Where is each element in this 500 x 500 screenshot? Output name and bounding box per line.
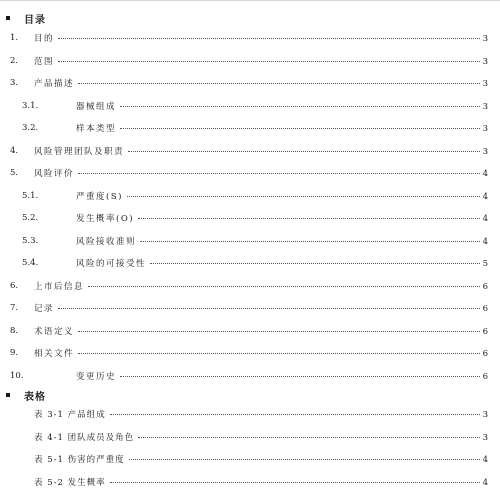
toc-entry[interactable] — [0, 189, 500, 203]
toc-entry-page: 4 — [482, 214, 488, 224]
toc-entry-line — [76, 99, 488, 114]
toc-entry-line — [34, 144, 488, 159]
dot-leader — [58, 299, 480, 309]
toc-entry-title: 范围 — [34, 56, 55, 67]
toc-entry-line — [34, 279, 488, 294]
toc-entry-title: 相关文件 — [34, 349, 75, 359]
toc-entry-number: 2. — [10, 55, 19, 66]
toc-entry-page: 3 — [482, 124, 488, 134]
toc-entry-line — [34, 54, 488, 69]
toc-entry-number: 10. — [10, 370, 24, 381]
toc-entry-title: 严重度(S) — [76, 191, 123, 202]
toc-entry[interactable] — [0, 301, 500, 315]
toc-entry-page: 6 — [482, 281, 488, 292]
bullet-icon — [6, 393, 10, 397]
table-entry-line — [34, 407, 488, 422]
toc-entry-title: 风险接收准则 — [76, 236, 137, 247]
toc-entry-number: 3.2. — [22, 123, 39, 133]
table-entry-page: 4 — [482, 455, 488, 465]
toc-entry-title: 产品描述 — [34, 79, 75, 89]
table-entry-page: 3 — [482, 410, 488, 420]
toc-entry-line — [76, 369, 488, 384]
toc-heading — [6, 11, 46, 25]
table-entry-page: 4 — [482, 477, 488, 488]
toc-entry-line — [34, 76, 488, 91]
toc-entry-line — [76, 211, 488, 226]
toc-entry-title: 样本类型 — [76, 124, 117, 134]
toc-entry[interactable] — [0, 346, 500, 360]
toc-entry-line — [76, 234, 488, 249]
toc-entry-number: 4. — [10, 145, 19, 156]
toc-entry[interactable] — [0, 144, 500, 158]
dot-leader — [78, 344, 480, 354]
dot-leader — [88, 277, 480, 287]
dot-leader — [150, 254, 480, 264]
toc-entry-page: 3 — [482, 146, 488, 157]
dot-leader — [110, 473, 480, 483]
toc-heading-text: 目录 — [24, 14, 46, 26]
toc-entry-page: 3 — [482, 79, 488, 89]
table-entry-line — [34, 475, 488, 490]
toc-entry-title: 风险管理团队及职责 — [34, 146, 125, 157]
toc-entry-number: 5.2. — [22, 213, 39, 223]
toc-entry[interactable] — [0, 369, 500, 383]
dot-leader — [140, 232, 480, 242]
toc-entry-number: 6. — [10, 280, 19, 291]
toc-entry-number: 5.1. — [22, 190, 39, 201]
dot-leader — [138, 428, 480, 438]
table-entry-title: 表 5-2 发生概率 — [34, 477, 106, 488]
toc-entry-page: 3 — [482, 34, 488, 44]
dot-leader — [120, 97, 480, 107]
toc-entry[interactable] — [0, 76, 500, 90]
dot-leader — [78, 322, 480, 332]
toc-entry-number: 7. — [10, 303, 19, 313]
toc-entry-page: 4 — [482, 236, 488, 247]
dot-leader — [78, 74, 480, 84]
dot-leader — [129, 450, 480, 460]
dot-leader — [58, 29, 480, 39]
toc-entry-page: 6 — [482, 349, 488, 359]
page-top-border — [0, 0, 500, 1]
toc-entry[interactable] — [0, 99, 500, 113]
toc-entry-title: 上市后信息 — [34, 281, 85, 292]
table-entry[interactable] — [0, 407, 500, 421]
tables-heading — [6, 388, 46, 402]
toc-entry-line — [34, 324, 488, 339]
tables-heading-text: 表格 — [24, 391, 46, 403]
toc-entry-line — [76, 121, 488, 136]
toc-entry[interactable] — [0, 211, 500, 225]
toc-entry-line — [76, 189, 488, 204]
dot-leader — [128, 142, 480, 152]
bullet-icon — [6, 16, 10, 20]
toc-entry-page: 6 — [482, 326, 488, 337]
dot-leader — [120, 119, 480, 129]
toc-entry-number: 3. — [10, 78, 19, 88]
toc-entry-number: 8. — [10, 325, 19, 336]
table-entry[interactable] — [0, 452, 500, 466]
toc-entry-page: 3 — [482, 101, 488, 112]
toc-entry[interactable] — [0, 31, 500, 45]
toc-entry-number: 9. — [10, 348, 19, 358]
toc-entry[interactable] — [0, 279, 500, 293]
table-entry-title: 表 5-1 伤害的严重度 — [34, 455, 125, 465]
dot-leader — [78, 164, 480, 174]
dot-leader — [110, 405, 480, 415]
dot-leader — [138, 209, 480, 219]
toc-entry-page: 4 — [482, 191, 488, 202]
toc-entry[interactable] — [0, 234, 500, 248]
toc-entry-page: 6 — [482, 304, 488, 314]
toc-entry-line — [34, 166, 488, 181]
toc-entry-number: 5.3. — [22, 235, 39, 246]
table-entry-line — [34, 430, 488, 445]
toc-entry[interactable] — [0, 256, 500, 270]
toc-entry-line — [34, 31, 488, 46]
table-entry-line — [34, 452, 488, 467]
toc-entry-title: 发生概率(O) — [76, 214, 135, 224]
toc-entry-title: 记录 — [34, 304, 55, 314]
toc-entry-number: 3.1. — [22, 100, 39, 111]
toc-entry-number: 5. — [10, 168, 19, 178]
toc-entry-line — [34, 346, 488, 361]
toc-entry-page: 4 — [482, 169, 488, 179]
toc-entry-title: 器械组成 — [76, 101, 117, 112]
toc-entry[interactable] — [0, 121, 500, 135]
table-entry-page: 3 — [482, 432, 488, 443]
table-entry[interactable] — [0, 430, 500, 444]
toc-entry-number: 1. — [10, 33, 19, 43]
toc-entry-title: 风险评价 — [34, 169, 75, 179]
table-entry-title: 表 4-1 团队成员及角色 — [34, 432, 135, 443]
toc-entry-title: 术语定义 — [34, 326, 75, 337]
toc-entry[interactable] — [0, 166, 500, 180]
table-entry-title: 表 3-1 产品组成 — [34, 410, 106, 420]
toc-entry-line — [34, 301, 488, 316]
toc-entry[interactable] — [0, 324, 500, 338]
toc-entry-page: 3 — [482, 56, 488, 67]
toc-entry-page: 5 — [482, 259, 488, 269]
toc-entry-number: 5.4. — [22, 258, 39, 268]
table-entry[interactable] — [0, 475, 500, 489]
toc-entry-title: 变更历史 — [76, 371, 117, 382]
toc-entry-line — [76, 256, 488, 271]
toc-entry-page: 6 — [482, 371, 488, 382]
toc-entry-title: 风险的可接受性 — [76, 259, 147, 269]
toc-entry[interactable] — [0, 54, 500, 68]
dot-leader — [120, 367, 480, 377]
dot-leader — [127, 187, 480, 197]
toc-entry-title: 目的 — [34, 34, 55, 44]
dot-leader — [58, 52, 480, 62]
